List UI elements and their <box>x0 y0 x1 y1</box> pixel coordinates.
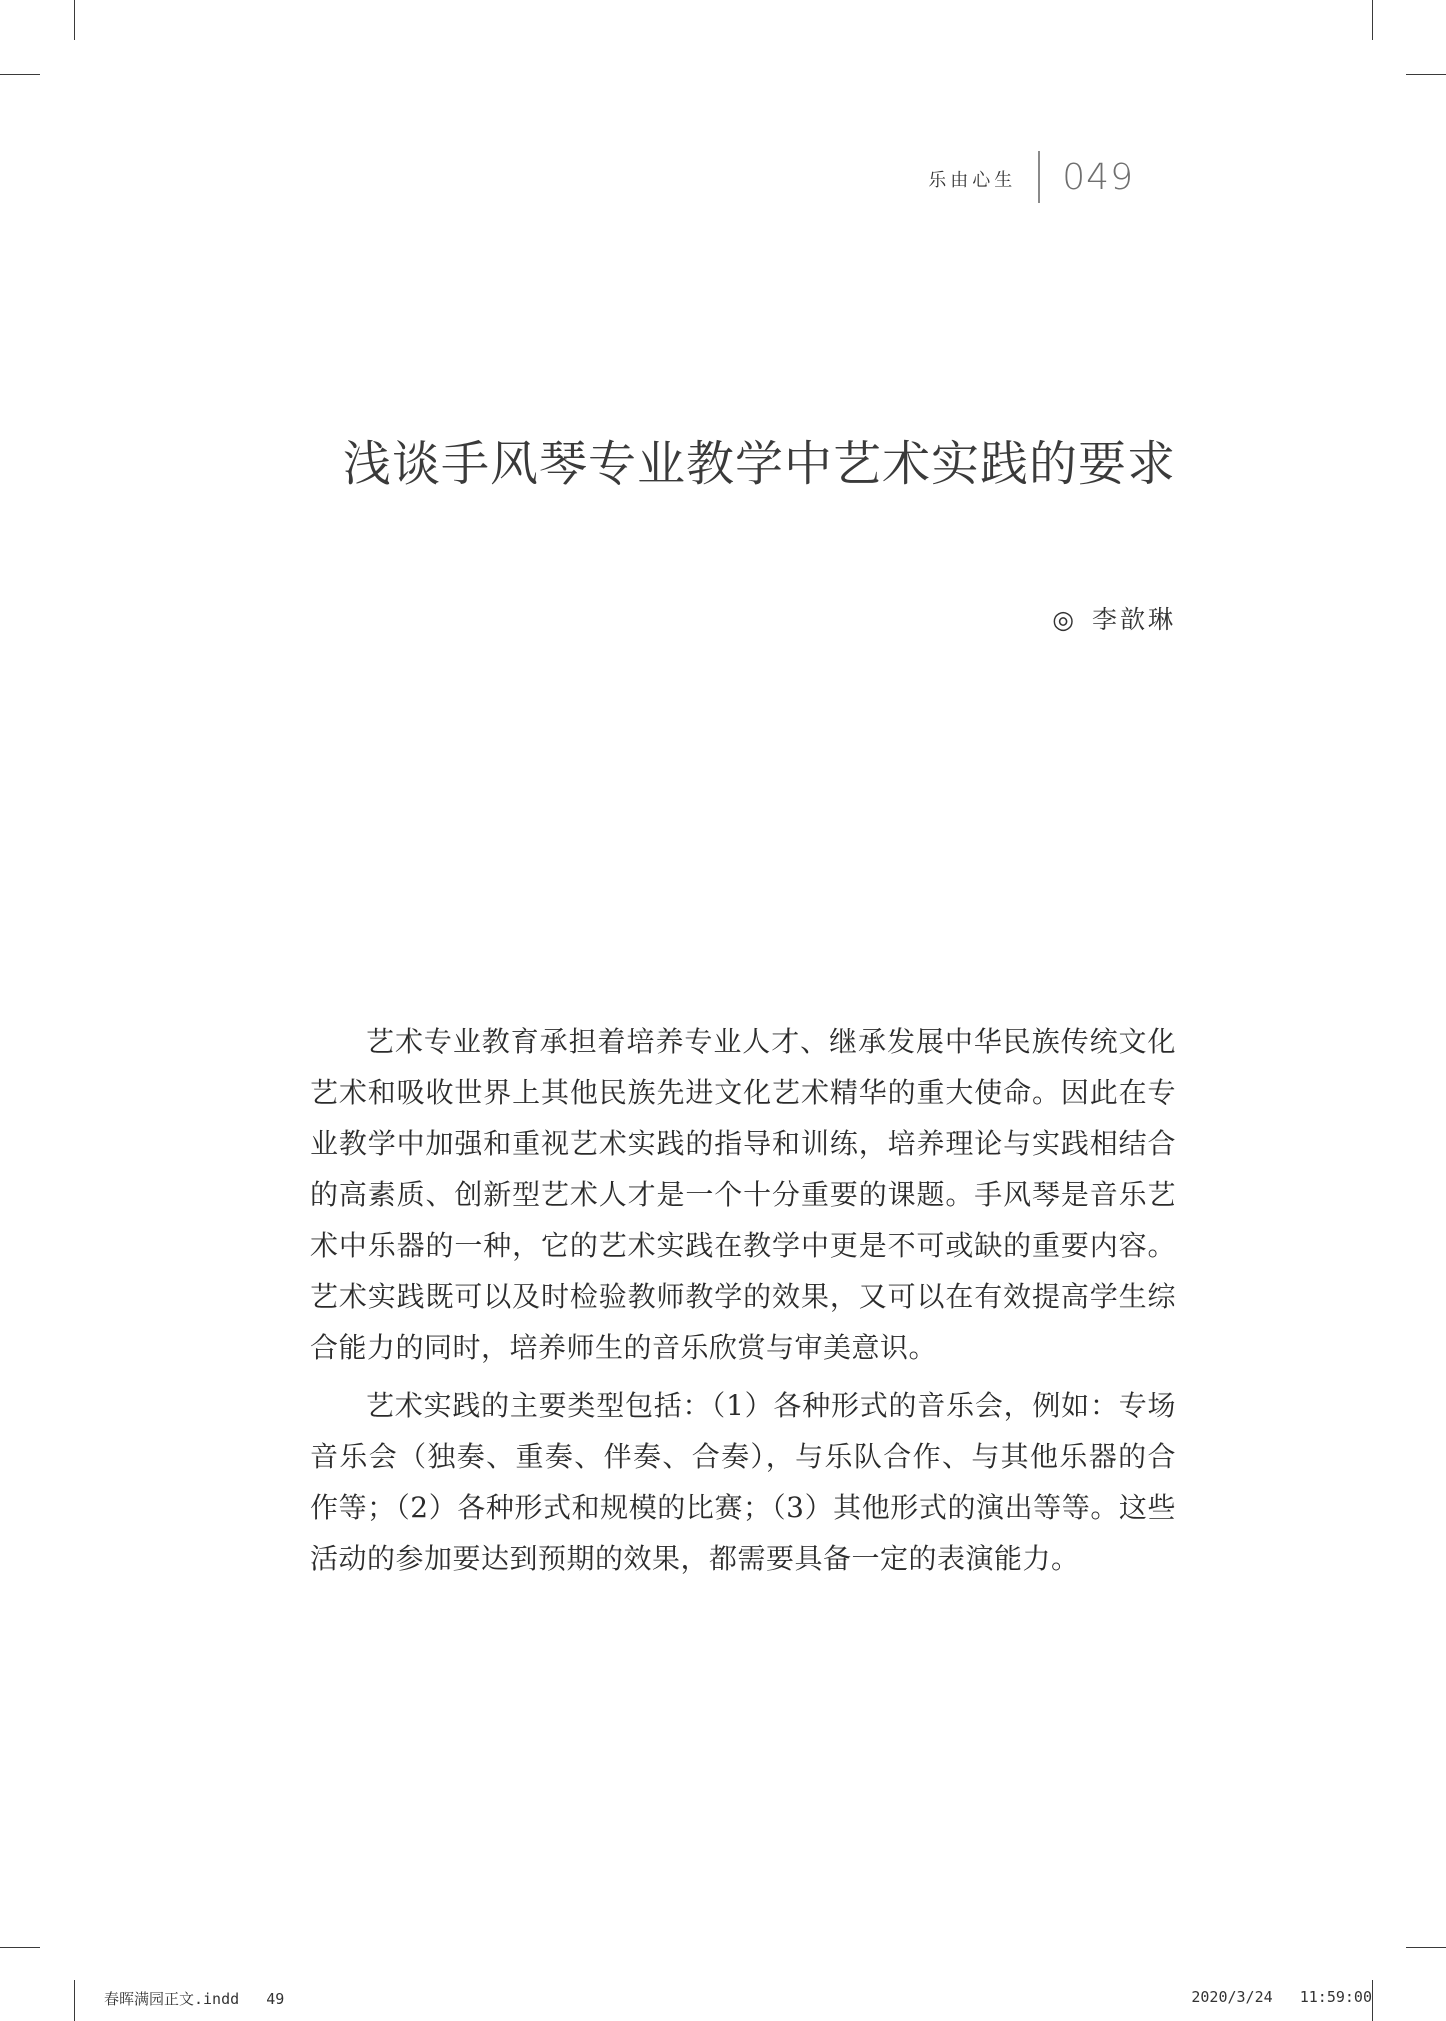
slug-file-info: 春晖满园正文.indd 49 <box>104 1990 285 2008</box>
crop-mark-top-left-h <box>0 74 40 75</box>
page-number: 049 <box>1062 156 1134 198</box>
crop-mark-top-right-h <box>1406 74 1446 75</box>
slug-timestamp: 2020/3/24 11:59:00 <box>1191 1988 1372 2006</box>
paragraph: 艺术专业教育承担着培养专业人才、继承发展中华民族传统文化艺术和吸收世界上其他民族先进文化艺术精华的重大使命。因此在专业教学中加强和重视艺术实践的指导和训练，培养理论与实践相结合的高素质、创新型艺术人才是一个十分重要的课题。手风琴是音乐艺术中乐器的一种，它的艺术实践在教学中更是不可或缺的重要内容。艺术实践既可以及时检验教师教学的效果，又可以在有效提高学生综合能力的同时，培养师生的音乐欣赏与审美意识。 <box>310 1025 1176 1364</box>
section-name: 乐由心生 <box>928 170 1017 191</box>
author-name: 李歆琳 <box>1091 605 1176 634</box>
running-head <box>928 150 1134 204</box>
crop-mark-bottom-right-h <box>1406 1947 1446 1948</box>
crop-mark-bottom-left <box>74 1980 75 2021</box>
crop-mark-top-right <box>1372 0 1373 40</box>
article-title: 浅谈手风琴专业教学中艺术实践的要求 <box>342 436 1176 492</box>
crop-mark-bottom-left-h <box>0 1947 40 1948</box>
article-body <box>310 1016 1176 1591</box>
paragraph: 艺术实践的主要类型包括：（1）各种形式的音乐会，例如：专场音乐会（独奏、重奏、伴奏、合奏），与乐队合作、与其他乐器的合作等；（2）各种形式和规模的比赛；（3）其他形式的演出等等。这些活动的参加要达到预期的效果，都需要具备一定的表演能力。 <box>310 1389 1176 1575</box>
crop-mark-bottom-right <box>1372 1980 1373 2021</box>
author-mark: ◎ <box>1052 605 1078 634</box>
running-head-divider <box>1038 151 1040 203</box>
author-line <box>1052 600 1176 636</box>
crop-mark-top-left <box>74 0 75 40</box>
